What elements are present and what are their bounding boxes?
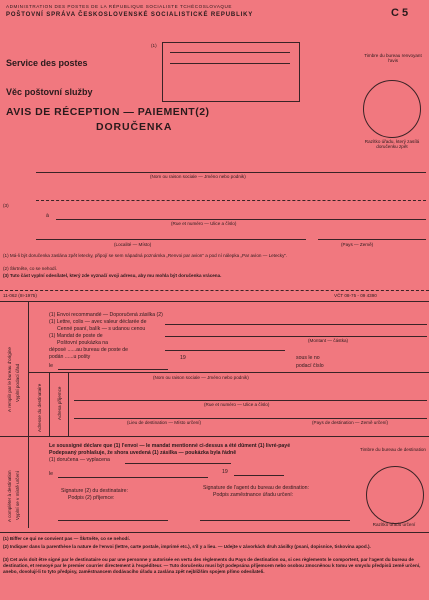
address-place-label: (Localité — Místo) [114,242,152,247]
admin-line-cz: POŠTOVNÍ SPRÁVA ČESKOSLOVENSKÉ SOCIALISTICKÉ REPUBLIKY [6,12,254,18]
sign-agent-cz: Podpis zaměstnance úřadu určení: [213,492,294,498]
dest-name-label: (Nom ou raison sociale — Jméno nebo podnik) [153,375,249,380]
dest-side-label-fr: Adresse du destinataire [37,383,42,432]
form-code: C 5 [391,7,409,19]
podaci-cislo-label: podací číslo [296,363,324,369]
stamp-destination-caption: Razítko úřadu určení [372,522,416,527]
note-bottom-2: (2) Indiquer dans la parenthèse la nature de l'envoi (lettre, carte postale, imprimé etc.), s'il y a lieu. — Udejte v závorkách druh zásilky (psaní, dopisnice, tiskovina apod.). [3,544,371,549]
code-right: VČT 08-75 - 09 4390 [334,293,377,298]
sign-agent: Signature de l'agent du bureau de destination: [203,485,309,491]
origin-line-4: (1) Mandat de poste de [49,333,103,339]
admin-line-fr: ADMINISTRATION DES POSTES DE LA RÉPUBLIQUE SOCIALISTE TCHÉCOSLOVAQUE [6,4,233,9]
note-top-3: (3) Tuto část vyplní odesílatel, který zde vyznačí svoji adresu, aby mu mohla být doručenka vrácena. [3,273,222,278]
under-no-label: sous le no [296,355,320,361]
stamp-destination-title: Timbre du bureau de destination [360,447,426,452]
note-bottom-3: (3) Cet avis doit être signé par le destinataire ou par une personne y autorisée en vertu des règlements du Pays de destination ou, si ces règlements le comportent, par l'agent du bureau de destination, et renvoyé par le premier courrier directement à l'expéditeur. — Tuto doručenku musí být podepsána příjemcem nebo osobou zmocněnou k tomu ve smyslu předpisů země určení, anebo, dovolují-li to tyto předpisy, zaměstnancem dodávacího úřadu a zaslána zpět nejbližším spojem přímo odesílateli. [3,557,421,574]
address-country-label: (Pays — Země) [341,242,374,247]
declaration-cz: Podepsaný prohlašuje, že shora uvedená (1) zásilka — poukázka byla řádně [49,450,237,456]
amount-label: (Montant — částka) [308,338,349,343]
address-street-label: (Rue et numéro — Ulice a číslo) [171,221,237,226]
address-name-label: (Nom ou raison sociale — Jméno nebo podnik) [150,174,246,179]
cut-line [0,290,429,291]
airmail-label-box [162,42,300,102]
title-cz: DORUČENKA [96,121,173,133]
sign-recipient: Signature (2) du destinataire: [61,488,128,494]
sign-recipient-cz: Podpis (2) příjemce: [68,495,115,501]
declaration-cz2: (1) doručena — vyplacena [49,457,110,463]
note-top-2: (2) Škrtněte, co se nehodí. [3,266,58,271]
stamp-top-circle [363,80,421,138]
service-cz: Věc poštovní služby [6,87,93,97]
destination-year: 19 [222,469,228,475]
origin-line-1: (1) Envoi recommandé — Doporučená zásilka (2) [49,312,163,318]
origin-side-label-cz: Vyplní podací úřad [15,363,20,402]
origin-line-3: Cenné psaní, balík — s udanou cenou [57,326,146,332]
code-left: 11-062 (III-1975) [3,293,37,298]
destination-side-label-fr: A compléter à destination [7,470,12,522]
origin-line-5: Poštovní poukázka na [57,340,109,346]
dest-place-label: (Lieu de destination — Místo určení) [127,420,202,425]
address-a: à [46,213,49,219]
destination-le: le [49,471,54,477]
origin-line-2: (1) Lettre, colis — avec valeur déclarée de [49,319,147,325]
dest-country-label: (Pays de destination — Země určení) [312,420,389,425]
destination-side-label-cz: Vyplní se v místě určení [15,471,20,520]
origin-line-6: déposé ......au bureau de poste de [49,347,129,353]
declaration-fr: Le soussigné déclare que (1) l'envoi — le mandat mentionné ci-dessus a été dûment (1) livré-payé [49,443,291,449]
note1-marker: (1) [151,43,157,48]
origin-year: 19 [180,355,186,361]
origin-line-7: podán ......u pošty [49,354,91,360]
service-fr: Service des postes [6,58,88,68]
dest-side-label-cz: Adresa příjemce [57,386,62,420]
address-marker: (3) [3,203,9,208]
title-fr: AVIS DE RÉCEPTION — PAIEMENT(2) [6,106,210,118]
note-top-1: (1) Má-li být doručenka zaslána zpět letecky, připojí se sem nápadná poznámka „Renvoi par avion" a pod ní nálepka „Par avion — Letecky". [3,253,288,258]
stamp-destination-circle [366,466,424,524]
origin-side-label-fr: A remplir par le bureau d'origine [7,347,12,412]
dest-street-label: (Rue et numéro — Ulice a číslo) [204,402,270,407]
stamp-top-caption: Razítko úřadu, který zasílá doručenku zpět [364,139,420,149]
note-bottom-1: (1) Biffer ce qui ne convient pas — Škrtněte, co se nehodí. [3,536,130,541]
origin-line-8: le [49,363,54,369]
stamp-top-title: Timbre du bureau renvoyant l'avis [364,53,422,63]
